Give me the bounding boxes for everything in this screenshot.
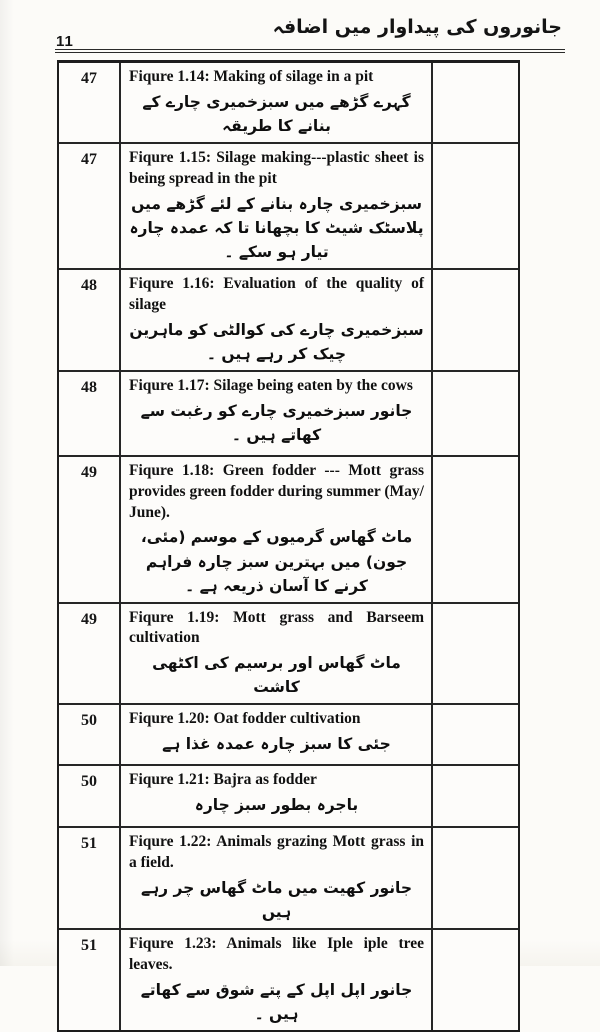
figure-caption-english: Fiqure 1.15: Silage making---plastic sheet is being spread in the pit — [129, 148, 424, 187]
figure-caption-cell — [121, 144, 433, 268]
table-row — [59, 705, 518, 766]
figure-caption-urdu: گہرے گڑھے میں سبزخمیری چارے کے بنانے کا طریقہ — [142, 92, 411, 135]
page-header-title-urdu: جانوروں کی پیداوار میں اضافہ — [272, 16, 562, 38]
figure-caption-cell — [121, 270, 433, 370]
table-row — [59, 457, 518, 604]
header-rule — [55, 49, 565, 53]
figure-caption-cell — [121, 930, 433, 1030]
table-row — [59, 270, 518, 372]
page-number-cell: 49 — [59, 604, 121, 704]
figure-caption-english: Fiqure 1.21: Bajra as fodder — [129, 771, 317, 789]
empty-cell — [433, 828, 518, 928]
figure-caption-urdu: ماٹ گھاس اور برسیم کی اکٹھی کاشت — [152, 654, 401, 697]
figure-caption-urdu: جانور کھیت میں ماٹ گھاس چر رہے ہیں — [140, 879, 413, 922]
page-number-cell: 47 — [59, 144, 121, 268]
figure-caption-english: Fiqure 1.16: Evaluation of the quality of silage — [129, 274, 424, 313]
empty-cell — [433, 63, 518, 142]
empty-cell — [433, 457, 518, 602]
figure-caption-english: Fiqure 1.17: Silage being eaten by the cows — [129, 376, 413, 394]
table-row — [59, 604, 518, 706]
figure-caption-english: Fiqure 1.19: Mott grass and Barseem cultivation — [129, 608, 424, 647]
figure-caption-urdu: جانور سبزخمیری چارے کو رغبت سے کھاتے ہیں ۔ — [140, 401, 413, 444]
figure-caption-english: Fiqure 1.23: Animals like Iple iple tree leaves. — [129, 935, 424, 974]
table-row — [59, 930, 518, 1030]
figure-caption-urdu: جئی کا سبز چارہ عمدہ غذا ہے — [162, 735, 391, 754]
page-number-cell: 47 — [59, 63, 121, 142]
table-row — [59, 372, 518, 457]
empty-cell — [433, 144, 518, 268]
table-row — [59, 63, 518, 144]
empty-cell — [433, 604, 518, 704]
empty-cell — [433, 705, 518, 764]
page-number-cell: 50 — [59, 766, 121, 826]
page-number: 11 — [56, 33, 74, 50]
page-number-cell: 48 — [59, 270, 121, 370]
figure-caption-urdu: سبزخمیری چارے کی کوالٹی کو ماہرین چیک کر رہے ہیں ۔ — [129, 320, 424, 363]
figure-caption-urdu: سبزخمیری چارہ بنانے کے لئے گڑھے میں پلاسٹک شیٹ کا بچھانا تا کہ عمدہ چارہ تیار ہو سکے ۔ — [129, 194, 424, 261]
table-row — [59, 828, 518, 930]
figure-caption-urdu: جانور اپل اپل کے پتے شوق سے کھاتے ہیں ۔ — [140, 981, 413, 1024]
figure-caption-english: Fiqure 1.18: Green fodder --- Mott grass provides green fodder during summer (May/ June). — [129, 461, 424, 521]
page-number-cell: 50 — [59, 705, 121, 764]
figure-caption-cell — [121, 63, 433, 142]
empty-cell — [433, 930, 518, 1030]
figure-caption-english: Fiqure 1.20: Oat fodder cultivation — [129, 710, 361, 728]
figure-caption-cell — [121, 766, 433, 826]
table-row — [59, 144, 518, 270]
page-number-cell: 51 — [59, 930, 121, 1030]
figure-caption-cell — [121, 705, 433, 764]
figure-caption-urdu: ماٹ گھاس گرمیوں کے موسم (مئی، جون) میں بہترین سبز چارہ فراہم کرنے کا آسان ذریعہ ہے ۔ — [140, 528, 413, 595]
figure-caption-cell — [121, 457, 433, 602]
empty-cell — [433, 372, 518, 455]
figure-caption-cell — [121, 828, 433, 928]
table-row — [59, 766, 518, 828]
figure-caption-urdu: باجرہ بطور سبز چارہ — [194, 796, 359, 815]
figure-caption-english: Fiqure 1.22: Animals grazing Mott grass in a field. — [129, 833, 424, 872]
page-number-cell: 51 — [59, 828, 121, 928]
figure-caption-cell — [121, 604, 433, 704]
page-number-cell: 48 — [59, 372, 121, 455]
figures-list-table — [57, 60, 520, 1032]
figure-caption-cell — [121, 372, 433, 455]
figure-caption-english: Fiqure 1.14: Making of silage in a pit — [129, 68, 374, 85]
empty-cell — [433, 766, 518, 826]
page-number-cell: 49 — [59, 457, 121, 602]
empty-cell — [433, 270, 518, 370]
